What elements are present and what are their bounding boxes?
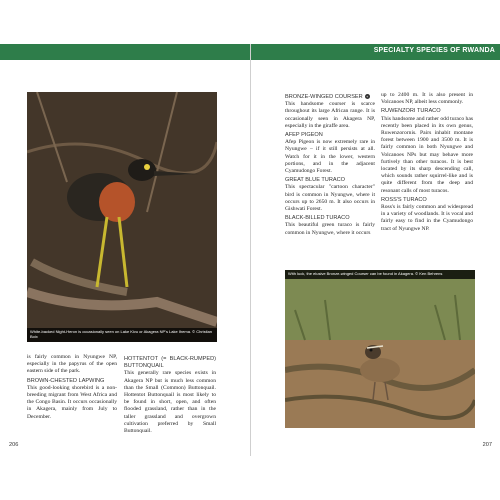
courser-photo-caption: With luck, the elusive Bronze-winged Courser can be found in Akagera. © Ken Behrens — [285, 270, 475, 279]
left-col-2 — [124, 354, 216, 436]
ross-heading: ROSS'S TURACO — [381, 196, 427, 203]
book-spread — [0, 44, 500, 456]
right-col2-intro: up to 2400 m. It is also present in Volcanoes NP, albeit less commonly. — [381, 92, 473, 106]
ruwenzori-heading: RUWENZORI TURACO — [381, 108, 441, 115]
camera-icon: + — [366, 94, 369, 100]
lapwing-heading: BROWN-CHESTED LAPWING — [27, 377, 105, 384]
left-col-1 — [27, 354, 117, 422]
great-blue-heading: GREAT BLUE TURACO — [285, 177, 345, 184]
page-number-left: 206 — [9, 442, 19, 448]
left-col1-intro: is fairly common in Nyungwe NP, especially in the papyrus of the open eastern side of the park. — [27, 354, 117, 375]
page-number-right: 207 — [482, 442, 492, 448]
right-col-1 — [285, 92, 375, 238]
section-title: SPECIALTY SPECIES OF RWANDA — [373, 47, 495, 54]
right-col-2 — [381, 92, 473, 234]
right-page — [250, 44, 500, 456]
afep-text: Afep Pigeon is now extremely rare in Nyungwe – if it still persists at all. Watch for it in the lower, western portions, and in the adjacent Cyamudongo Forest. — [285, 139, 375, 175]
header-band-right — [251, 44, 500, 60]
ross-text: Ross's is fairly common and widespread in a variety of woodlands. It is vocal and fairly easy to find in the Cyamudongo tract of Nyungwe NP. — [381, 204, 473, 232]
buttonquail-heading: HOTTENTOT (= BLACK-RUMPED) BUTTONQUAIL — [124, 356, 216, 370]
black-billed-heading: BLACK-BILLED TURACO — [285, 215, 350, 222]
heron-illustration — [27, 92, 217, 342]
ruwenzori-text: This handsome and rather odd turaco has recently been placed in its own genus, Ruwenzorornis. Pairs inhabit montane forest between 1900 and 3500 m. It is fairly common in both Nyungwe and Volcanoes NPs but may behave more furtively than other turacos. It is best located by its sharp descending call, which sounds rather squirrel-like and is quite different from the deep and resonant calls of most turacos. — [381, 115, 473, 194]
great-blue-text: This spectacular "cartoon character" bird is common in Nyungwe, where it occurs up to 2650 m. It also occurs in Gishwati Forest. — [285, 184, 375, 213]
courser-heading-row — [285, 94, 375, 101]
lapwing-text: This good-looking shorebird is a non-breeding migrant from West Africa and the Congo Basin. It occurs occasionally in Akagera, mainly from July to December. — [27, 384, 117, 420]
heron-photo — [27, 92, 217, 342]
courser-heading: BRONZE-WINGED COURSER — [285, 94, 363, 100]
left-page — [0, 44, 250, 456]
buttonquail-text: This generally rare species exists in Akagera NP but is much less common than the Small (Common) Buttonquail. Hottentot Buttonquail is most likely to be found in short, open, and often flooded grassland, rather than in the taller grassland and overgrown cultivation preferred by Small Buttonquail. — [124, 370, 216, 435]
heron-photo-caption: White-backed Night-Heron is occasionally seen on Lake Kivu or Akagera NP's Lake Ihema. © Christian Boix — [27, 328, 217, 342]
courser-photo — [285, 270, 475, 428]
black-billed-text: This beautiful green turaco is fairly common in Nyungwe, where it occurs — [285, 222, 375, 236]
courser-text: This handsome courser is scarce throughout its large African range. It is occasionally seen in Akagera NP, especially in the giraffe area. — [285, 101, 375, 129]
afep-heading: AFEP PIGEON — [285, 132, 323, 139]
header-band-left — [0, 44, 250, 60]
courser-illustration — [285, 270, 475, 428]
